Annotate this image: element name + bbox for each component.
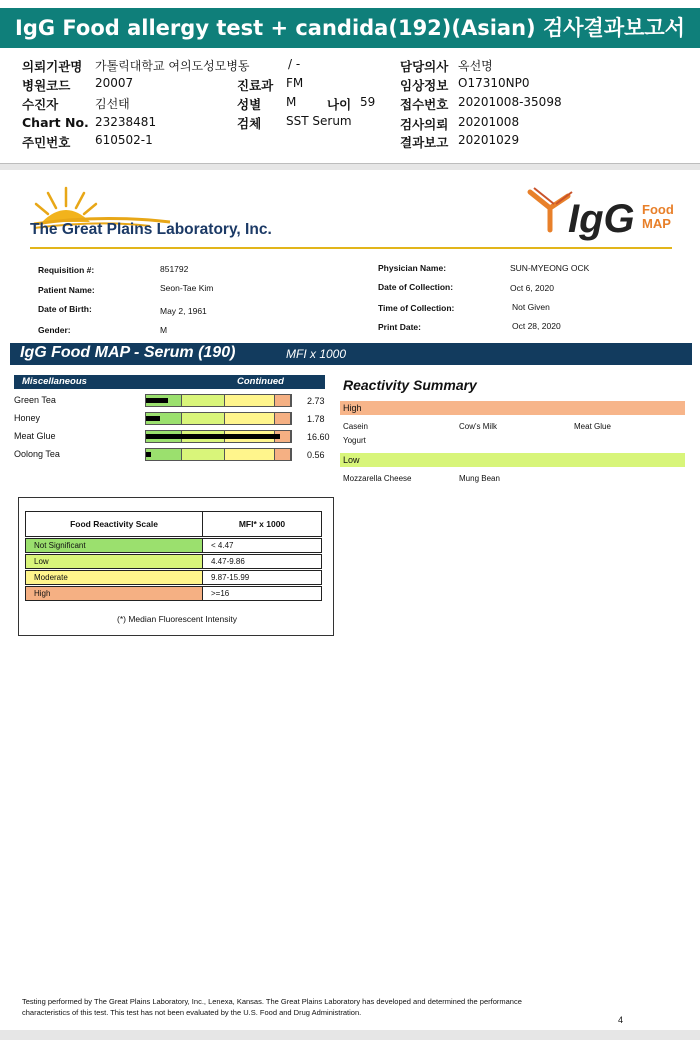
scale-level-range: 4.47-9.86 (202, 554, 322, 569)
gold-divider (30, 247, 672, 249)
high-band: High (340, 401, 685, 415)
dob-value: May 2, 1961 (160, 306, 207, 316)
patient-name-value: Seon-Tae Kim (160, 283, 214, 293)
clinical-value: O17310NP0 (458, 76, 530, 90)
chart-value: 23238481 (95, 115, 157, 129)
food-row (14, 394, 334, 408)
logo-food-text: Food (642, 202, 674, 217)
footer-line-1: Testing performed by The Great Plains Laboratory, Inc., Lenexa, Kansas. The Great Plains Laboratory has developed and determined the performance (22, 997, 522, 1006)
food-scale (145, 394, 292, 407)
footer-disclaimer (22, 996, 622, 1018)
ward-value: / - (288, 57, 301, 71)
sex-label: 성별 (237, 97, 262, 112)
result-label: 결과보고 (400, 135, 449, 150)
requisition-value: 851792 (160, 264, 189, 274)
food-name: Oolong Tea (14, 449, 60, 459)
section-title: IgG Food MAP - Serum (190) (20, 344, 236, 361)
doctor-value: 옥선명 (458, 59, 493, 73)
specimen-value: SST Serum (286, 114, 352, 128)
gender-label: Gender: (38, 325, 71, 335)
dob-label: Date of Birth: (38, 304, 92, 314)
food-name: Meat Glue (14, 431, 56, 441)
lab-name: The Great Plains Laboratory, Inc. (30, 221, 272, 238)
reactivity-title: Reactivity Summary (343, 377, 477, 393)
rrn-value: 610502-1 (95, 133, 153, 147)
scale-level-range: >=16 (202, 586, 322, 601)
logo-igg-text: IgG (568, 197, 635, 241)
scale-level-label: Not Significant (25, 538, 203, 553)
clinical-label: 임상정보 (400, 78, 449, 93)
high-item: Meat Glue (574, 422, 611, 431)
page-separator (0, 163, 700, 170)
section-unit: MFI x 1000 (286, 347, 347, 361)
misc-header-left: Miscellaneous (22, 376, 87, 387)
food-value: 2.73 (307, 396, 325, 406)
report-header (0, 0, 700, 160)
report-title: IgG Food allergy test + candida(192)(Asian) 검사결과보고서 (0, 8, 700, 48)
age-value: 59 (360, 95, 376, 109)
collection-date-value: Oct 6, 2020 (510, 283, 554, 293)
footer-line-2: characteristics of this test. This test has not been evaluated by the U.S. Food and Drug Administration. (22, 1008, 362, 1017)
food-value: 1.78 (307, 414, 325, 424)
high-item: Casein (343, 422, 368, 431)
scale-segment (225, 413, 274, 424)
rrn-label: 주민번호 (22, 135, 71, 150)
scale-level-label: Moderate (25, 570, 203, 585)
scale-segment (225, 395, 274, 406)
gender-value: M (160, 325, 168, 335)
collection-time-value: Not Given (512, 302, 550, 312)
scale-head-right: MFI* x 1000 (202, 511, 322, 537)
scale-note: (*) Median Fluorescent Intensity (117, 614, 237, 624)
chart-label: Chart No. (22, 115, 89, 130)
request-value: 20201008 (458, 115, 520, 129)
food-value-bar (146, 398, 168, 403)
scale-segment (275, 395, 291, 406)
scale-segment (225, 449, 274, 460)
food-scale (145, 430, 292, 443)
collection-time-label: Time of Collection: (378, 303, 455, 313)
receipt-value: 20201008-35098 (458, 95, 562, 109)
scale-segment (182, 449, 225, 460)
hospital-code-label: 병원코드 (22, 78, 71, 93)
scale-level-label: Low (25, 554, 203, 569)
scale-level-label: High (25, 586, 203, 601)
reactivity-scale-box (18, 497, 334, 636)
specimen-label: 검체 (237, 116, 262, 131)
age-label: 나이 (327, 97, 352, 112)
food-row (14, 448, 334, 462)
institution-value: 가톨릭대학교 여의도성모병동 (95, 59, 250, 73)
food-row (14, 430, 334, 444)
high-item: Yogurt (343, 436, 366, 445)
patient-label: 수진자 (22, 97, 59, 112)
print-date-value: Oct 28, 2020 (512, 321, 561, 331)
low-item: Mozzarella Cheese (343, 474, 412, 483)
food-scale (145, 448, 292, 461)
scale-level-range: 9.87-15.99 (202, 570, 322, 585)
scale-segment (146, 449, 182, 460)
misc-header-right: Continued (237, 376, 284, 387)
misc-header (14, 375, 325, 389)
scale-head-left: Food Reactivity Scale (25, 511, 203, 537)
requisition-label: Requisition #: (38, 265, 95, 275)
receipt-label: 접수번호 (400, 97, 449, 112)
scale-segment (275, 449, 291, 460)
page-number: 4 (618, 1015, 624, 1025)
dept-value: FM (286, 76, 304, 90)
food-name: Green Tea (14, 395, 56, 405)
request-label: 검사의뢰 (400, 117, 449, 132)
scale-segment (182, 395, 225, 406)
collection-date-label: Date of Collection: (378, 282, 454, 292)
food-value-bar (146, 434, 280, 439)
food-name: Honey (14, 413, 41, 423)
sex-value: M (286, 95, 297, 109)
scale-segment (182, 413, 225, 424)
patient-value: 김선태 (95, 97, 130, 111)
result-value: 20201029 (458, 133, 520, 147)
low-band: Low (340, 453, 685, 467)
physician-value: SUN-MYEONG OCK (510, 263, 590, 273)
igg-food-map-logo-icon (520, 184, 675, 244)
scale-segment (275, 413, 291, 424)
food-value-bar (146, 416, 160, 421)
patient-name-label: Patient Name: (38, 285, 95, 295)
hospital-code-value: 20007 (95, 76, 134, 90)
food-value: 0.56 (307, 450, 325, 460)
low-item: Mung Bean (459, 474, 500, 483)
doctor-label: 담당의사 (400, 59, 449, 74)
physician-label: Physician Name: (378, 263, 447, 273)
logo-map-text: MAP (642, 216, 671, 231)
dept-label: 진료과 (237, 78, 274, 93)
scale-level-range: < 4.47 (202, 538, 322, 553)
section-header (10, 343, 692, 365)
food-scale (145, 412, 292, 425)
food-value: 16.60 (307, 432, 330, 442)
institution-label: 의뢰기관명 (22, 59, 83, 74)
food-row (14, 412, 334, 426)
print-date-label: Print Date: (378, 322, 421, 332)
bottom-band (0, 1030, 700, 1040)
food-value-bar (146, 452, 151, 457)
high-item: Cow's Milk (459, 422, 497, 431)
